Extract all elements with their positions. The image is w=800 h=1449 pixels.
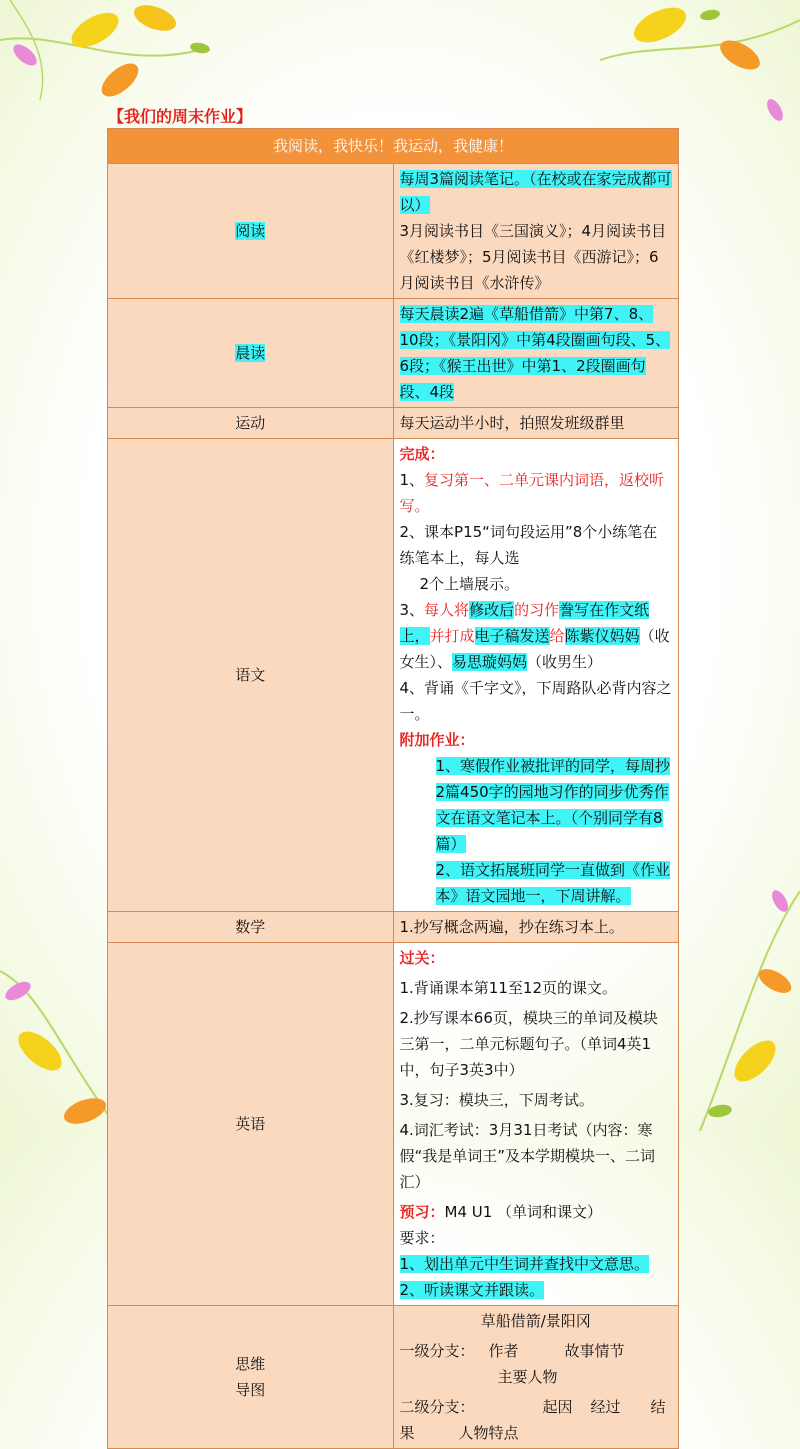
english-item4: 4.词汇考试：3月31日考试（内容：寒假“我是单词王”及本学期模块一、二词汇）	[399, 1121, 656, 1191]
mindmap-subject-line2: 导图	[235, 1381, 266, 1399]
sports-text: 每天运动半小时，拍照发班级群里	[393, 408, 679, 439]
reading-row	[108, 164, 679, 299]
chinese-subject: 语文	[108, 439, 394, 912]
chinese-item2-line1: 2、课本P15“词句段运用”8个小练笔在练笔本上，每人选	[399, 523, 658, 567]
mindmap-branch: 人物特点	[458, 1424, 519, 1442]
sports-subject: 运动	[108, 408, 394, 439]
mindmap-row	[108, 1306, 679, 1449]
mindmap-branch: 作者	[488, 1342, 519, 1360]
english-preview-text: M4 U1 （单词和课文）	[444, 1203, 603, 1221]
mindmap-row-2: 二级分支： 起因 经过 结果 人物特点	[399, 1398, 666, 1442]
sports-row	[108, 408, 679, 439]
chinese-item2-line2: 2个上墙展示。	[419, 575, 520, 593]
mindmap-branch: 起因	[542, 1398, 573, 1416]
mindmap-title: 草船借箭/景阳冈	[480, 1312, 591, 1330]
mindmap-branch: 故事情节	[564, 1342, 625, 1360]
reading-line-2: 3月阅读书目《三国演义》；4月阅读书目《红楼梦》；5月阅读书目《西游记》；6月阅读书目《水浒传》	[399, 222, 667, 292]
mindmap-branch: 结果	[399, 1398, 666, 1442]
chinese-extra-1: 1、寒假作业被批评的同学，每周抄2篇450字的园地习作的同步优秀作文在语文笔记本上。（个别同学有8篇）	[435, 757, 671, 853]
english-preview-label: 预习：	[399, 1203, 445, 1221]
morning-reading-row	[108, 299, 679, 408]
top-left-vine-decoration	[0, 0, 260, 120]
english-subject: 英语	[108, 943, 394, 1306]
english-requirement-2: 2、听读课文并跟读。	[399, 1281, 545, 1299]
chinese-item1-number: 1、	[399, 471, 425, 489]
mindmap-branch: 经过	[590, 1398, 621, 1416]
reading-subject: 阅读	[235, 222, 266, 240]
chinese-extra-2: 2、语文拓展班同学一直做到《作业本》语文园地一，下周讲解。	[435, 861, 671, 905]
morning-reading-subject: 晨读	[235, 344, 266, 362]
math-subject: 数学	[108, 912, 394, 943]
english-item2: 2.抄写课本66页，模块三的单词及模块三第一，二单元标题句子。（单词4英1中，句子3英3中）	[399, 1009, 658, 1079]
math-row	[108, 912, 679, 943]
bottom-right-vine-decoration	[660, 871, 800, 1131]
homework-table	[107, 128, 679, 1449]
mindmap-row-1: 一级分支： 作者 故事情节主要人物	[399, 1342, 625, 1386]
english-requirement-label: 要求：	[399, 1229, 445, 1247]
chinese-finish-label: 完成：	[399, 445, 445, 463]
reading-line-1: 每周3篇阅读笔记。（在校或在家完成都可以）	[399, 170, 672, 214]
chinese-row	[108, 439, 679, 912]
chinese-extra-label: 附加作业：	[399, 731, 475, 749]
english-item3: 3.复习：模块三，下周考试。	[399, 1091, 594, 1109]
math-text: 1.抄写概念两遍，抄在练习本上。	[393, 912, 679, 943]
chinese-item4: 4、背诵《千字文》，下周路队必背内容之一。	[399, 679, 672, 723]
table-header: 我阅读，我快乐！我运动，我健康！	[108, 129, 679, 164]
mindmap-branch: 主要人物	[497, 1368, 558, 1386]
top-right-vine-decoration	[600, 0, 800, 140]
morning-reading-text: 每天晨读2遍《草船借箭》中第7、8、10段；《景阳冈》中第4段圈画句段、5、6段；《猴王出世》中第1、2段圈画句段、4段	[399, 305, 671, 401]
english-item1: 1.背诵课本第11至12页的课文。	[399, 979, 617, 997]
english-requirement-1: 1、划出单元中生词并查找中文意思。	[399, 1255, 650, 1273]
table-header-row	[108, 129, 679, 164]
mindmap-subject-line1: 思维	[235, 1355, 266, 1373]
chinese-item3: 3、每人将修改后的习作誊写在作文纸上，并打成电子稿发送给陈紫仪妈妈（收女生）、易思璇妈妈（收男生）	[399, 601, 670, 671]
page-title: 【我们的周末作业】	[108, 107, 253, 126]
chinese-item1-text: 复习第一、二单元课内词语，返校听写。	[399, 471, 665, 515]
english-row	[108, 943, 679, 1306]
english-pass-label: 过关：	[399, 949, 445, 967]
